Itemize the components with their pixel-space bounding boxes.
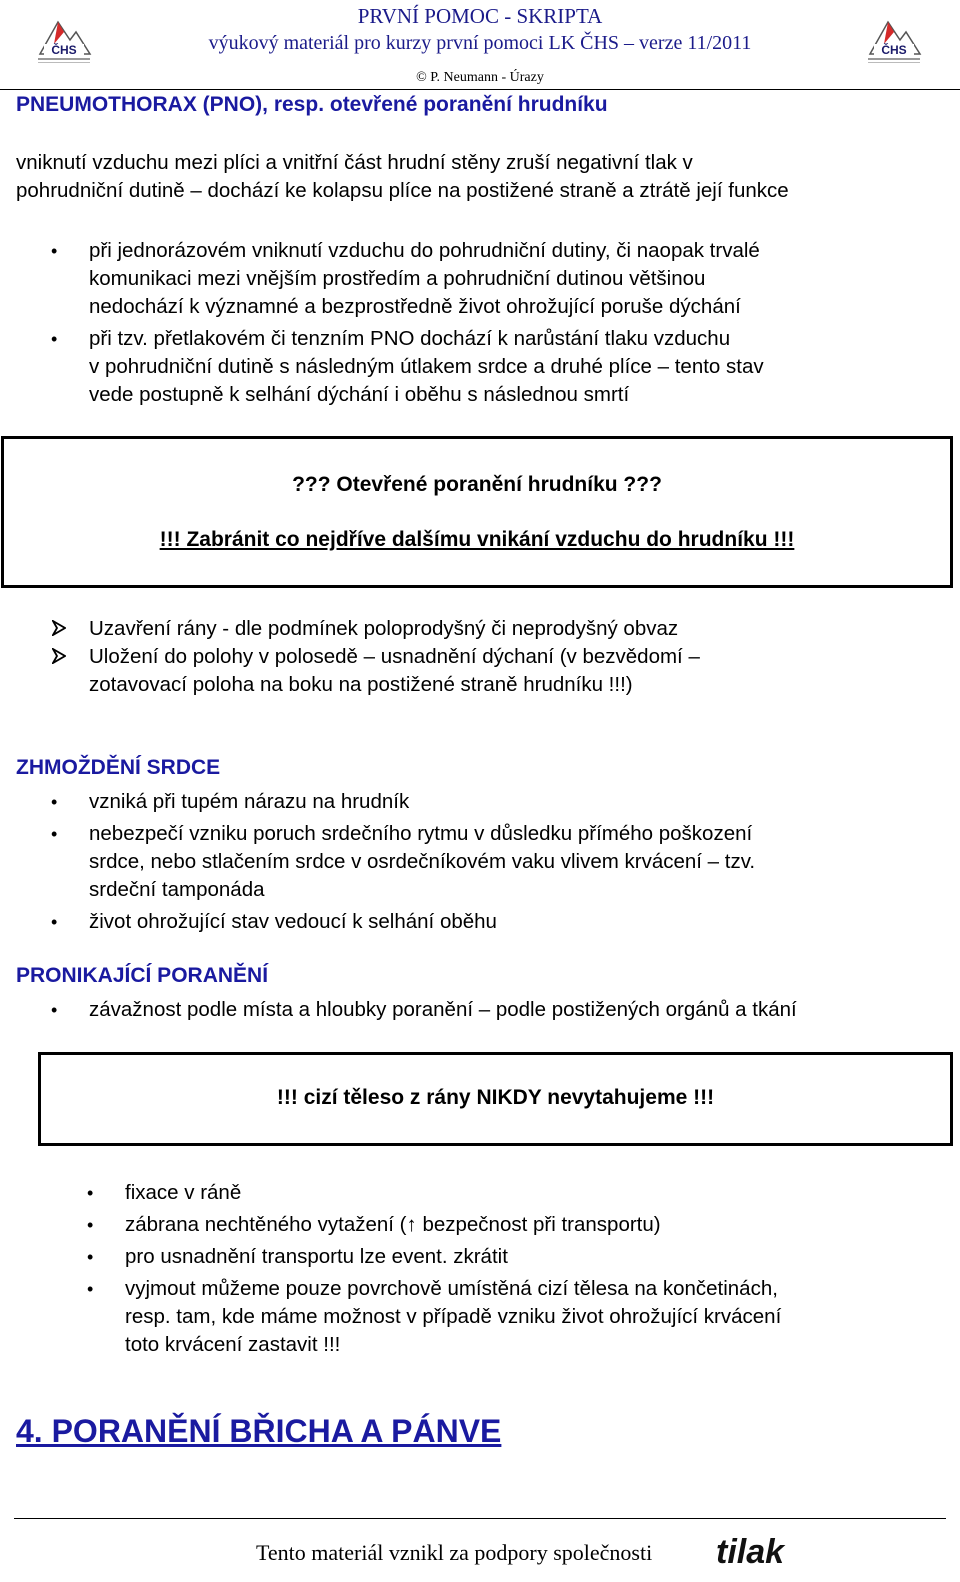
svg-text:tilak: tilak <box>716 1533 785 1570</box>
svg-text:ČHS: ČHS <box>881 43 907 57</box>
bullet-icon: • <box>87 1247 94 1267</box>
header-title: PRVNÍ POMOC - SKRIPTA <box>357 4 603 28</box>
list-item-line: v pohrudniční dutině s následným útlakem srdce a druhé plíce – tento stav <box>89 355 764 378</box>
list-item-line: při jednorázovém vniknutí vzduchu do pohrudniční dutiny, či naopak trvalé <box>89 239 760 262</box>
list-item-line: zotavovací poloha na boku na postižené straně hrudníku !!!) <box>89 673 633 696</box>
penetrating-injury-heading: PRONIKAJÍCÍ PORANĚNÍ <box>16 964 269 987</box>
list-item-line: komunikaci mezi vnějším prostředím a pohrudniční dutinou většinou <box>89 267 706 290</box>
list-item <box>87 1243 781 1271</box>
bullet-icon: • <box>51 824 58 844</box>
intro-line: vniknutí vzduchu mezi plíci a vnitřní část hrudní stěny zruší negativní tlak v <box>16 151 693 174</box>
bullet-icon: • <box>51 241 58 261</box>
list-item-line: závažnost podle místa a hloubky poranění – podle postižených orgánů a tkání <box>89 998 797 1021</box>
footer-sponsor-text: Tento materiál vznikl za podpory společnosti <box>256 1540 653 1565</box>
list-item <box>52 615 700 643</box>
list-item <box>51 820 756 904</box>
pneumothorax-heading: PNEUMOTHORAX (PNO), resp. otevřené poranění hrudníku <box>16 93 608 116</box>
list-item-line: toto krvácení zastavit !!! <box>125 1333 341 1356</box>
arrowhead-bullet-icon <box>52 620 66 636</box>
list-item-line: nedochází k významné a bezprostředně život ohrožující poruše dýchání <box>89 295 741 318</box>
list-item <box>51 908 755 936</box>
list-item-line: Uložení do polohy v polosedě – usnadnění dýchaní (v bezvědomí – <box>89 645 700 668</box>
foreign-body-bullets <box>87 1179 782 1359</box>
foreign-body-box <box>38 1052 953 1146</box>
pneumothorax-bullets <box>51 237 764 409</box>
bullet-icon: • <box>51 912 58 932</box>
list-item-line: srdeční tamponáda <box>89 878 265 901</box>
list-item-line: zábrana nechtěného vytažení (↑ bezpečnost při transportu) <box>125 1213 661 1236</box>
list-item <box>51 788 755 816</box>
pneumothorax-intro <box>16 149 951 205</box>
header-divider <box>0 89 960 90</box>
heart-contusion-bullets <box>51 788 756 936</box>
list-item-line: fixace v ráně <box>125 1181 242 1204</box>
open-chest-wound-box <box>1 436 953 588</box>
list-item-line: nebezpečí vzniku poruch srdečního rytmu v důsledku přímého poškození <box>89 822 753 845</box>
list-item-line: vede postupně k selhání dýchání i oběhu s následnou smrtí <box>89 383 630 406</box>
bullet-icon: • <box>87 1183 94 1203</box>
list-item-line: vyjmout můžeme pouze povrchově umístěná cizí tělesa na končetinách, <box>125 1277 778 1300</box>
bullet-icon: • <box>51 329 58 349</box>
box-warning: !!! cizí těleso z rány NIKDY nevytahujeme !!! <box>276 1086 715 1109</box>
list-item <box>87 1275 782 1359</box>
first-aid-steps <box>52 615 700 671</box>
box-question: ??? Otevřené poranění hrudníku ??? <box>292 473 662 496</box>
list-item-line: srdce, nebo stlačením srdce v osrdečníkovém vaku vlivem krvácení – tzv. <box>89 850 756 873</box>
arrowhead-bullet-icon <box>52 648 66 664</box>
list-item-line: při tzv. přetlakovém či tenzním PNO dochází k narůstání tlaku vzduchu <box>89 327 731 350</box>
list-item-line: pro usnadnění transportu lze event. zkrátit <box>125 1245 508 1268</box>
bullet-icon: • <box>51 792 58 812</box>
list-item <box>51 996 797 1024</box>
tilak-logo <box>714 1530 804 1570</box>
list-item <box>51 237 764 321</box>
bullet-icon: • <box>87 1279 94 1299</box>
list-item <box>87 1179 781 1207</box>
header-subtitle: výukový materiál pro kurzy první pomoci LK ČHS – verze 11/2011 <box>208 32 752 54</box>
list-item <box>51 325 764 409</box>
penetrating-bullets <box>51 996 797 1024</box>
bullet-icon: • <box>51 1000 58 1020</box>
box-warning: !!! Zabránit co nejdříve dalšímu vnikání vzduchu do hrudníku !!! <box>159 528 795 551</box>
bullet-icon: • <box>87 1215 94 1235</box>
list-item-line: resp. tam, kde máme možnost v případě vzniku život ohrožující krvácení <box>125 1305 782 1328</box>
section-4-heading: 4. PORANĚNÍ BŘICHA A PÁNVE <box>16 1413 502 1449</box>
list-item <box>52 643 700 671</box>
list-item-line: život ohrožující stav vedoucí k selhání oběhu <box>89 910 497 933</box>
intro-line: pohrudniční dutině – dochází ke kolapsu plíce na postižené straně a ztrátě její funkce <box>16 179 789 202</box>
list-item-line: vzniká při tupém nárazu na hrudník <box>89 790 410 813</box>
list-item-line: Uzavření rány - dle podmínek poloprodyšný či neprodyšný obvaz <box>89 617 679 640</box>
header-copyright: © P. Neumann - Úrazy <box>416 70 544 85</box>
heart-contusion-heading: ZHMOŽDĚNÍ SRDCE <box>16 756 221 779</box>
list-item <box>87 1211 781 1239</box>
footer-divider <box>14 1518 946 1519</box>
svg-text:ČHS: ČHS <box>51 43 77 57</box>
